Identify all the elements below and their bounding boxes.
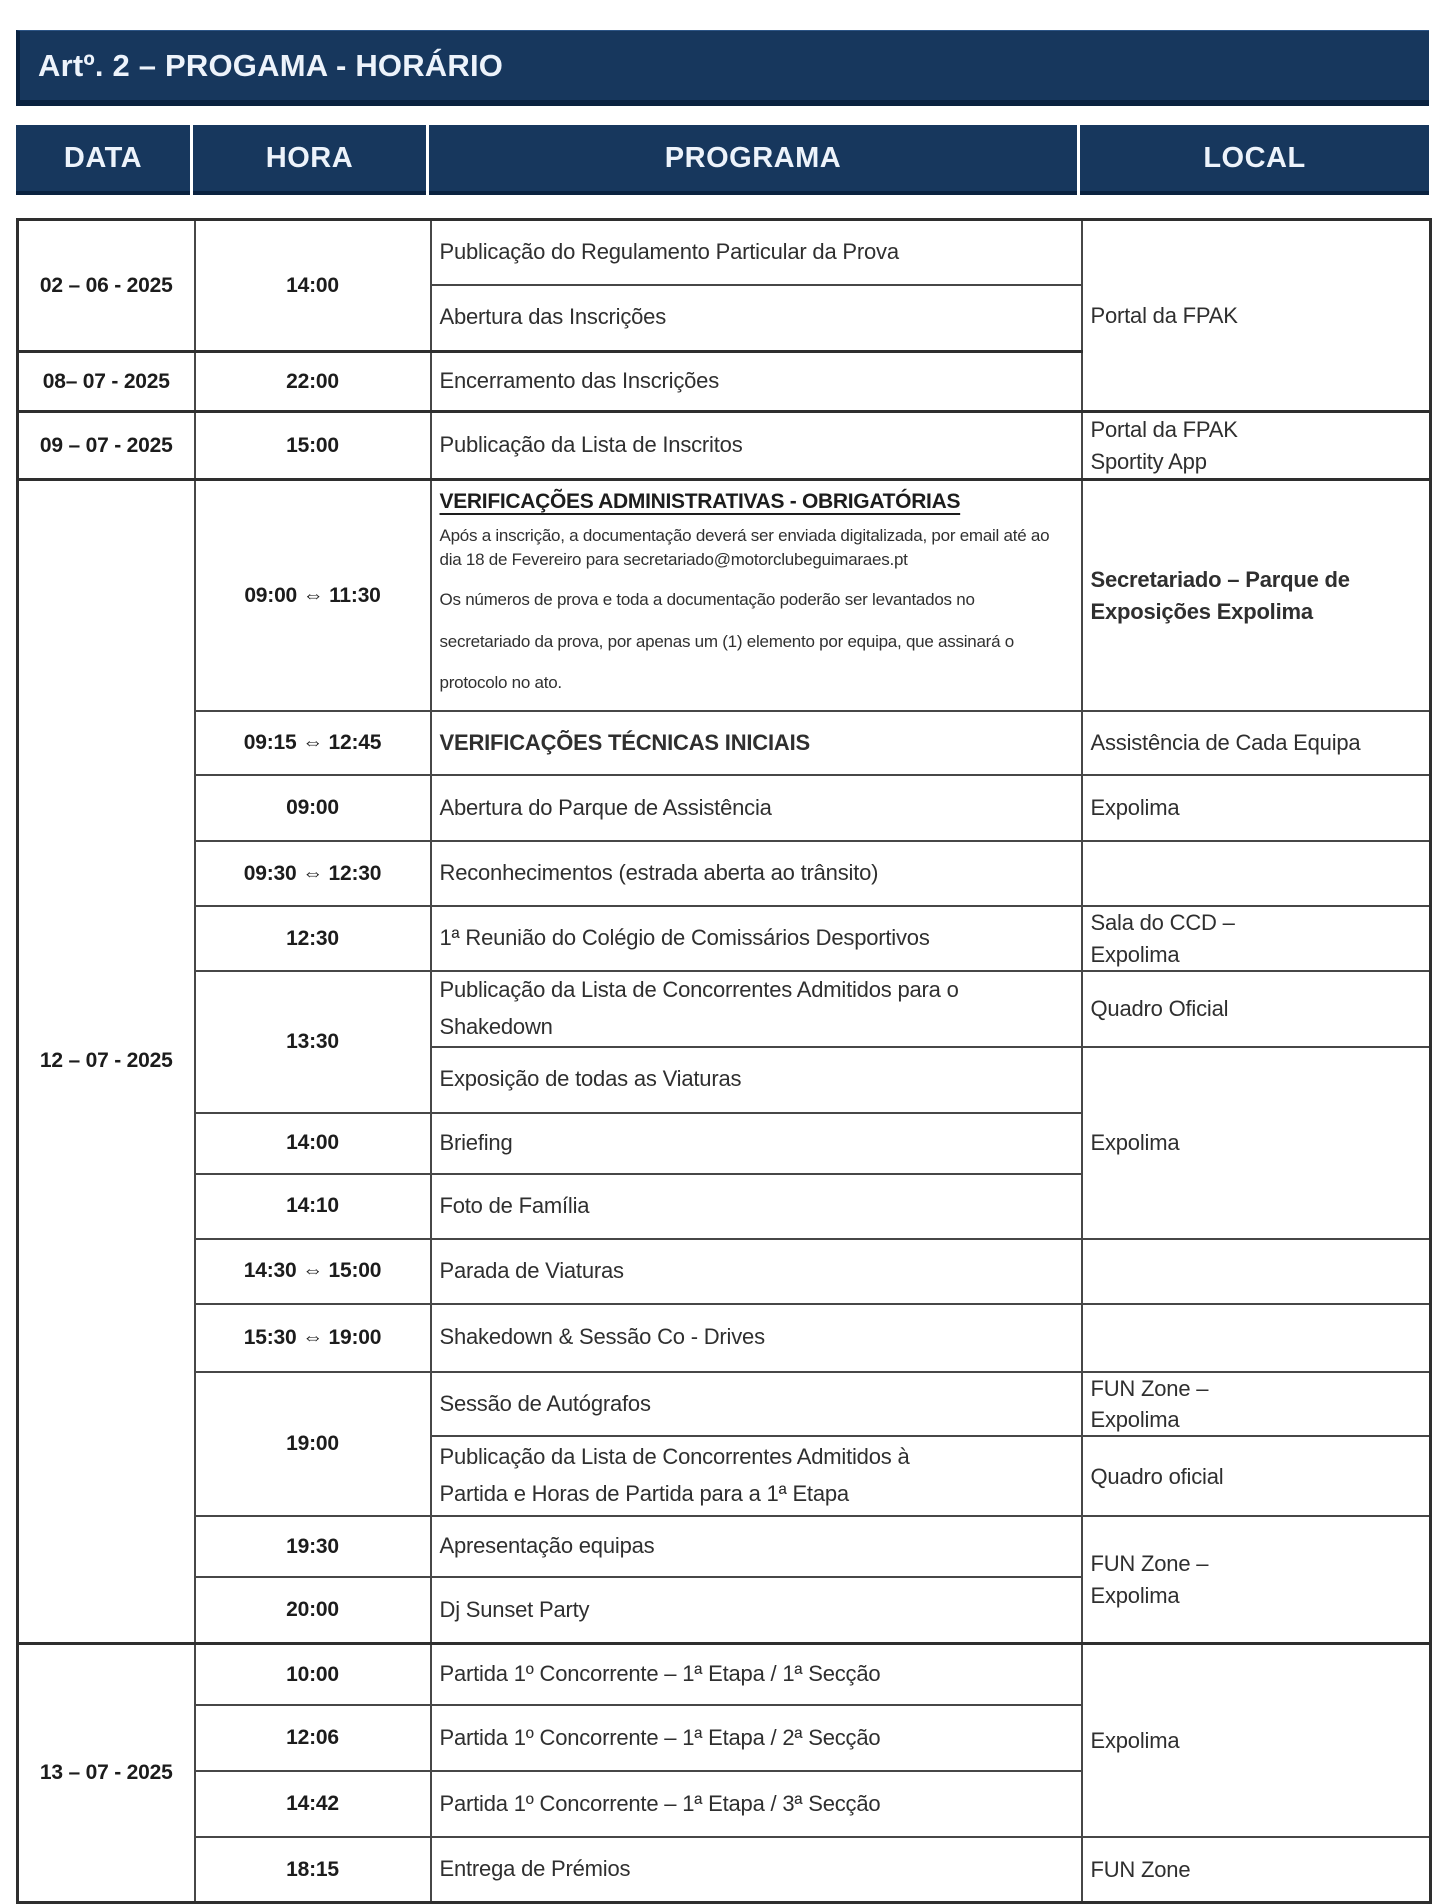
local-cell-line: Sportity App: [1090, 448, 1207, 474]
local-cell: Assistência de Cada Equipa: [1082, 711, 1431, 775]
local-cell-line: Secretariado – Parque de: [1090, 567, 1350, 593]
local-cell: [1082, 480, 1431, 712]
programa-cell-line: Shakedown: [439, 1013, 553, 1039]
table-row: [18, 1643, 1431, 1705]
schedule-table-body: [18, 220, 1431, 1903]
local-cell: Expolima: [1082, 775, 1431, 841]
programa-cell: Foto de Família: [431, 1174, 1082, 1239]
table-row: [18, 711, 1431, 775]
programa-cell-line: Partida e Horas de Partida para a 1ª Etapa: [439, 1481, 849, 1507]
programa-cell: [431, 1436, 1082, 1516]
data-cell: 02 – 06 - 2025: [18, 220, 195, 352]
table-row: [18, 412, 1431, 480]
column-header-hora: HORA: [193, 125, 426, 195]
programa-cell: Dj Sunset Party: [431, 1577, 1082, 1643]
local-cell-line: Exposições Expolima: [1090, 598, 1313, 624]
data-cell: 12 – 07 - 2025: [18, 480, 195, 1644]
column-header-data: DATA: [16, 125, 190, 195]
hora-cell: 15:00: [195, 412, 431, 480]
programa-cell: [431, 480, 1082, 712]
hora-cell: 14:30 ⇔ 15:00: [195, 1239, 431, 1304]
programa-cell: [431, 971, 1082, 1047]
local-cell-line: Sala do CCD –: [1090, 910, 1235, 936]
local-cell: Quadro Oficial: [1082, 971, 1431, 1047]
column-header-programa: PROGRAMA: [429, 125, 1077, 195]
local-cell: [1082, 412, 1431, 480]
hora-cell: 14:10: [195, 1174, 431, 1239]
hora-cell: 13:30: [195, 971, 431, 1113]
table-column-header: [16, 125, 1429, 195]
hora-cell: 22:00: [195, 352, 431, 412]
table-row: [18, 1304, 1431, 1372]
article-title-bar: [16, 30, 1429, 106]
admin-checks-block: [440, 481, 1073, 710]
programa-cell-line: Publicação da Lista de Concorrentes Admitidos à: [439, 1444, 910, 1470]
hora-cell: 12:06: [195, 1705, 431, 1771]
hora-cell: 09:30 ⇔ 12:30: [195, 841, 431, 906]
hora-cell: 09:00 ⇔ 11:30: [195, 480, 431, 712]
hora-cell: 19:00: [195, 1372, 431, 1516]
admin-checks-paragraph: Os números de prova e toda a documentação poderão ser levantados no secretariado da prova, por apenas um (1) elemento por equipa, que assinará o protocolo no ato.: [439, 590, 1014, 693]
hora-cell: 14:42: [195, 1771, 431, 1837]
local-cell: [1082, 1516, 1431, 1643]
hora-cell: 15:30 ⇔ 19:00: [195, 1304, 431, 1372]
local-cell: Expolima: [1082, 1047, 1431, 1239]
local-cell: [1082, 1372, 1431, 1436]
local-cell: Quadro oficial: [1082, 1436, 1431, 1516]
data-cell: 08– 07 - 2025: [18, 352, 195, 412]
hora-cell: 12:30: [195, 906, 431, 971]
table-row: [18, 1516, 1431, 1577]
programa-cell: Abertura do Parque de Assistência: [431, 775, 1082, 841]
programa-cell: Shakedown & Sessão Co - Drives: [431, 1304, 1082, 1372]
table-row: [18, 220, 1431, 285]
programa-cell: Entrega de Prémios: [431, 1837, 1082, 1902]
hora-cell: 09:00: [195, 775, 431, 841]
programa-cell: Parada de Viaturas: [431, 1239, 1082, 1304]
table-row: [18, 1837, 1431, 1902]
local-cell: Expolima: [1082, 1643, 1431, 1837]
programa-cell: Encerramento das Inscrições: [431, 352, 1082, 412]
local-cell-line: Portal da FPAK: [1090, 417, 1238, 443]
programa-cell: Publicação do Regulamento Particular da Prova: [431, 220, 1082, 285]
local-cell-line: FUN Zone –: [1090, 1375, 1209, 1401]
admin-checks-paragraph: Após a inscrição, a documentação deverá ser enviada digitalizada, por email até ao dia 18 de Fevereiro para secretariado@motorclubeguimaraes.pt: [439, 526, 1050, 569]
admin-checks-heading: VERIFICAÇÕES ADMINISTRATIVAS - OBRIGATÓRIAS: [439, 490, 961, 513]
programa-cell-line: Publicação da Lista de Concorrentes Admitidos para o: [439, 977, 959, 1003]
programa-cell: Reconhecimentos (estrada aberta ao trânsito): [431, 841, 1082, 906]
column-header-local: LOCAL: [1080, 125, 1429, 195]
hora-cell: 19:30: [195, 1516, 431, 1577]
programa-cell: Publicação da Lista de Inscritos: [431, 412, 1082, 480]
local-cell: Portal da FPAK: [1082, 220, 1431, 412]
article-title: Artº. 2 – PROGAMA - HORÁRIO: [38, 47, 504, 83]
schedule-table: [16, 218, 1432, 1904]
programa-cell: Exposição de todas as Viaturas: [431, 1047, 1082, 1113]
hora-cell: 09:15 ⇔ 12:45: [195, 711, 431, 775]
table-row: [18, 841, 1431, 906]
local-cell: [1082, 1304, 1431, 1372]
programa-cell: Partida 1º Concorrente – 1ª Etapa / 2ª Secção: [431, 1705, 1082, 1771]
hora-cell: 10:00: [195, 1643, 431, 1705]
table-row: [18, 1239, 1431, 1304]
hora-cell: 14:00: [195, 1113, 431, 1174]
hora-cell: 18:15: [195, 1837, 431, 1902]
programa-cell: Abertura das Inscrições: [431, 285, 1082, 352]
data-cell: 13 – 07 - 2025: [18, 1643, 195, 1902]
programa-cell: Apresentação equipas: [431, 1516, 1082, 1577]
local-cell-line: FUN Zone –: [1090, 1551, 1209, 1577]
local-cell: [1082, 906, 1431, 971]
local-cell: [1082, 1239, 1431, 1304]
programa-cell: 1ª Reunião do Colégio de Comissários Desportivos: [431, 906, 1082, 971]
table-row: [18, 480, 1431, 712]
hora-cell: 20:00: [195, 1577, 431, 1643]
local-cell-line: Expolima: [1090, 1582, 1180, 1608]
programa-cell: Sessão de Autógrafos: [431, 1372, 1082, 1436]
table-row: [18, 906, 1431, 971]
programa-cell: Partida 1º Concorrente – 1ª Etapa / 3ª Secção: [431, 1771, 1082, 1837]
local-cell-line: Expolima: [1090, 941, 1180, 967]
programa-cell: VERIFICAÇÕES TÉCNICAS INICIAIS: [431, 711, 1082, 775]
hora-cell: 14:00: [195, 220, 431, 352]
local-cell: FUN Zone: [1082, 1837, 1431, 1902]
data-cell: 09 – 07 - 2025: [18, 412, 195, 480]
local-cell: [1082, 841, 1431, 906]
table-row: [18, 1372, 1431, 1436]
programa-cell: Partida 1º Concorrente – 1ª Etapa / 1ª Secção: [431, 1643, 1082, 1705]
programa-cell: Briefing: [431, 1113, 1082, 1174]
table-row: [18, 775, 1431, 841]
local-cell-line: Expolima: [1090, 1407, 1180, 1433]
table-row: [18, 971, 1431, 1047]
